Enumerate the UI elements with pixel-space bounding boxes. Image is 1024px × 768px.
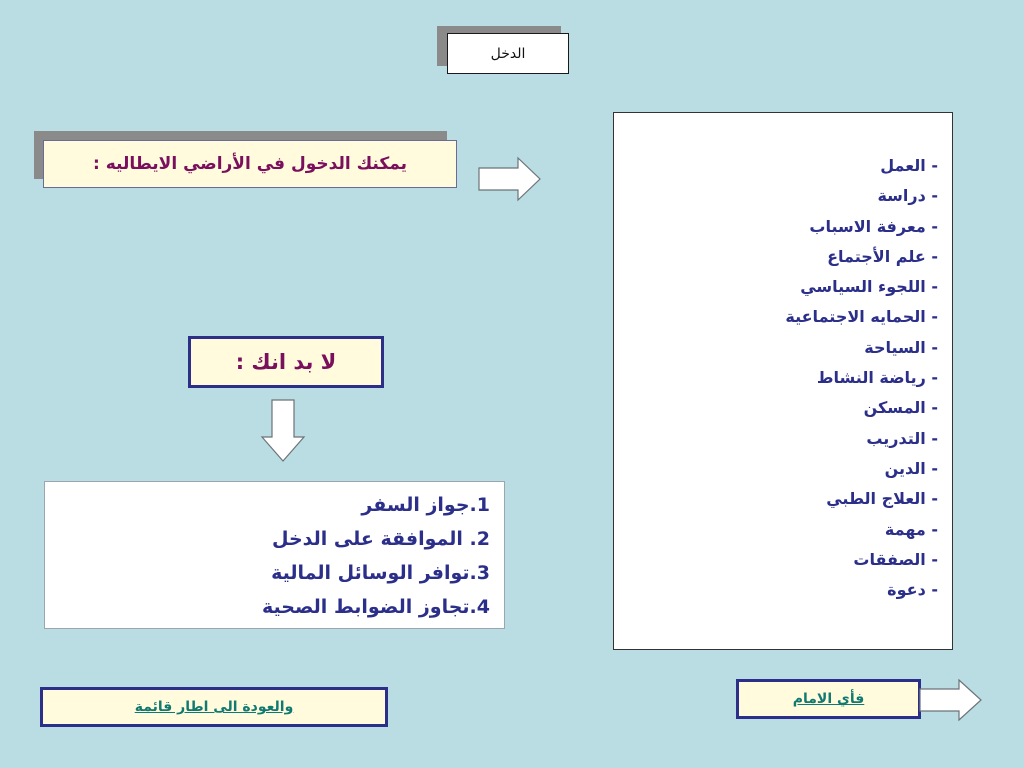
reason-item: - معرفة الاسباب bbox=[809, 216, 938, 236]
down-arrow-icon bbox=[261, 399, 305, 463]
forward-link[interactable]: فأي الامام bbox=[792, 691, 865, 707]
requirement-item: 2. الموافقة على الدخل bbox=[272, 528, 490, 550]
reason-item: - الدين bbox=[884, 458, 938, 478]
back-to-menu-link[interactable]: والعودة الى اطار قائمة bbox=[134, 699, 294, 715]
intro-box bbox=[43, 140, 457, 188]
forward-arrow-icon[interactable] bbox=[919, 679, 983, 721]
intro-text: يمكنك الدخول في الأراضي الايطاليه : bbox=[92, 154, 408, 174]
back-to-menu-button[interactable] bbox=[40, 687, 388, 727]
requirement-item: 1.جواز السفر bbox=[361, 494, 490, 516]
reason-item: - العمل bbox=[880, 156, 938, 175]
reason-item: - مهمة bbox=[884, 519, 938, 539]
reason-item: - الحمايه الاجتماعية bbox=[785, 307, 938, 327]
page-title bbox=[447, 33, 569, 74]
reasons-list bbox=[613, 112, 953, 650]
reason-item: - الصفقات bbox=[853, 549, 938, 569]
requirement-item: 3.توافر الوسائل المالية bbox=[271, 562, 490, 584]
reason-item: - اللجوء السياسي bbox=[800, 277, 938, 297]
forward-button[interactable] bbox=[736, 679, 921, 719]
requirement-item: 4.تجاوز الضوابط الصحية bbox=[261, 596, 490, 618]
reason-item: - علم الأجتماع bbox=[827, 246, 938, 266]
reason-item: - العلاج الطبي bbox=[826, 489, 938, 509]
right-arrow-icon bbox=[478, 157, 542, 201]
requirements-list bbox=[44, 481, 505, 629]
reason-item: - المسكن bbox=[863, 398, 938, 418]
requirement-heading-text: لا بد انك : bbox=[235, 350, 337, 374]
reasons-container bbox=[624, 151, 938, 605]
page-title-text: الدخل bbox=[490, 45, 526, 62]
reason-item: - التدريب bbox=[866, 428, 938, 448]
reason-item: - دعوة bbox=[887, 580, 938, 600]
reason-item: - دراسة bbox=[877, 186, 938, 206]
reason-item: - رياضة النشاط bbox=[816, 368, 938, 388]
requirements-container bbox=[55, 488, 490, 624]
reason-item: - السياحة bbox=[864, 337, 938, 357]
requirement-heading bbox=[188, 336, 384, 388]
